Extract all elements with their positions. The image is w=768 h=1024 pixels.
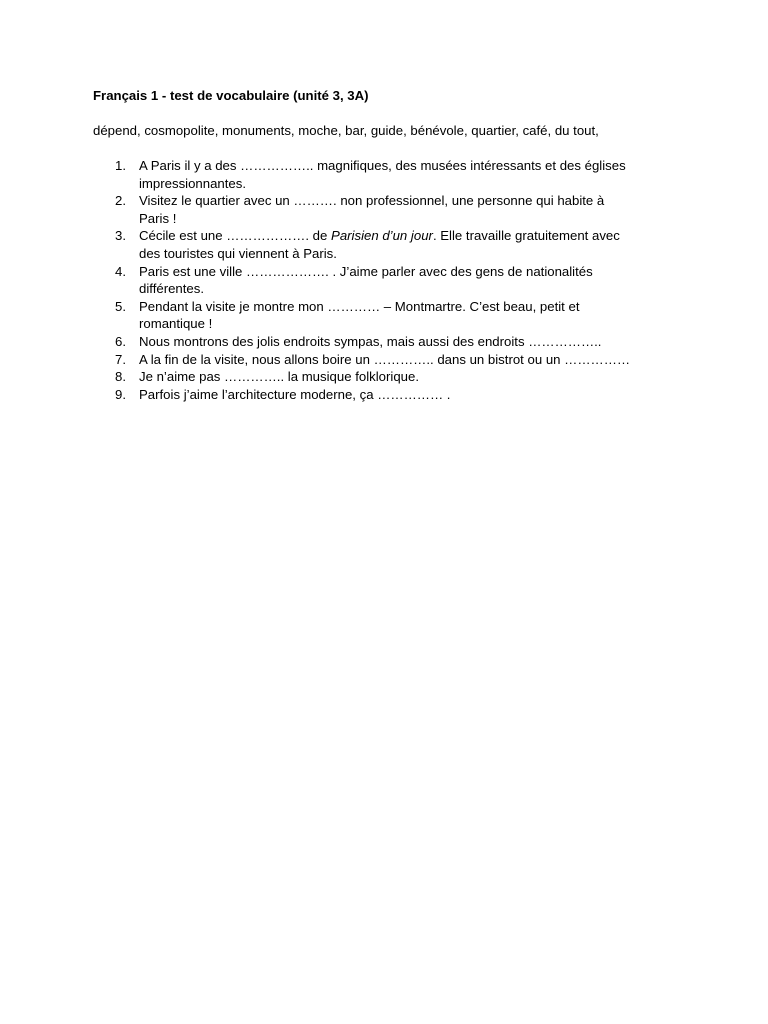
question-number: 1. xyxy=(115,158,126,173)
question-text: Visitez le quartier avec un ………. non professionnel, une personne qui habite à xyxy=(139,193,605,209)
word-bank: dépend, cosmopolite, monuments, moche, bar, guide, bénévole, quartier, café, du tout, xyxy=(93,123,599,138)
question-item xyxy=(93,192,693,227)
question-text: A Paris il y a des …………….. magnifiques, des musées intéressants et des églises xyxy=(139,158,626,173)
question-text-part: Cécile est une ………………. de xyxy=(139,228,332,244)
question-text: Nous montrons des jolis endroits sympas, mais aussi des endroits …………….. xyxy=(139,333,602,349)
question-text-continued: différentes. xyxy=(139,281,205,297)
document-title: Français 1 - test de vocabulaire (unité 3, 3A) xyxy=(93,88,369,103)
question-text-continued: impressionnantes. xyxy=(139,175,247,191)
question-item xyxy=(93,298,693,333)
question-item xyxy=(93,263,693,298)
question-item xyxy=(93,351,693,369)
question-text: Parfois j’aime l’architecture moderne, ça …………… . xyxy=(139,386,451,402)
question-number: 5. xyxy=(115,298,126,314)
book-title: Parisien d’un jour xyxy=(331,228,433,244)
question-item xyxy=(93,368,693,386)
question-text xyxy=(139,227,693,245)
question-text-continued: des touristes qui viennent à Paris. xyxy=(139,245,337,261)
question-number: 6. xyxy=(115,333,126,349)
question-number: 2. xyxy=(115,193,126,209)
question-item xyxy=(93,157,693,192)
question-number: 8. xyxy=(115,369,126,385)
question-text: Je n’aime pas ………….. la musique folklorique. xyxy=(139,369,419,385)
question-text-continued: romantique ! xyxy=(139,316,213,332)
question-item xyxy=(93,227,693,262)
question-text: Paris est une ville ………………. . J’aime parler avec des gens de nationalités xyxy=(139,263,593,279)
question-item xyxy=(93,386,693,404)
question-text: Pendant la visite je montre mon ………… – Montmartre. C’est beau, petit et xyxy=(139,298,580,314)
question-number: 3. xyxy=(115,228,126,244)
question-list xyxy=(93,157,693,403)
question-text-part: . Elle travaille gratuitement avec xyxy=(432,228,620,244)
question-text-continued: Paris ! xyxy=(139,210,177,226)
question-number: 4. xyxy=(115,263,126,279)
question-number: 7. xyxy=(115,351,126,367)
question-text: A la fin de la visite, nous allons boire un ………….. dans un bistrot ou un …………… xyxy=(139,351,631,367)
question-item xyxy=(93,333,693,351)
question-number: 9. xyxy=(115,386,126,402)
